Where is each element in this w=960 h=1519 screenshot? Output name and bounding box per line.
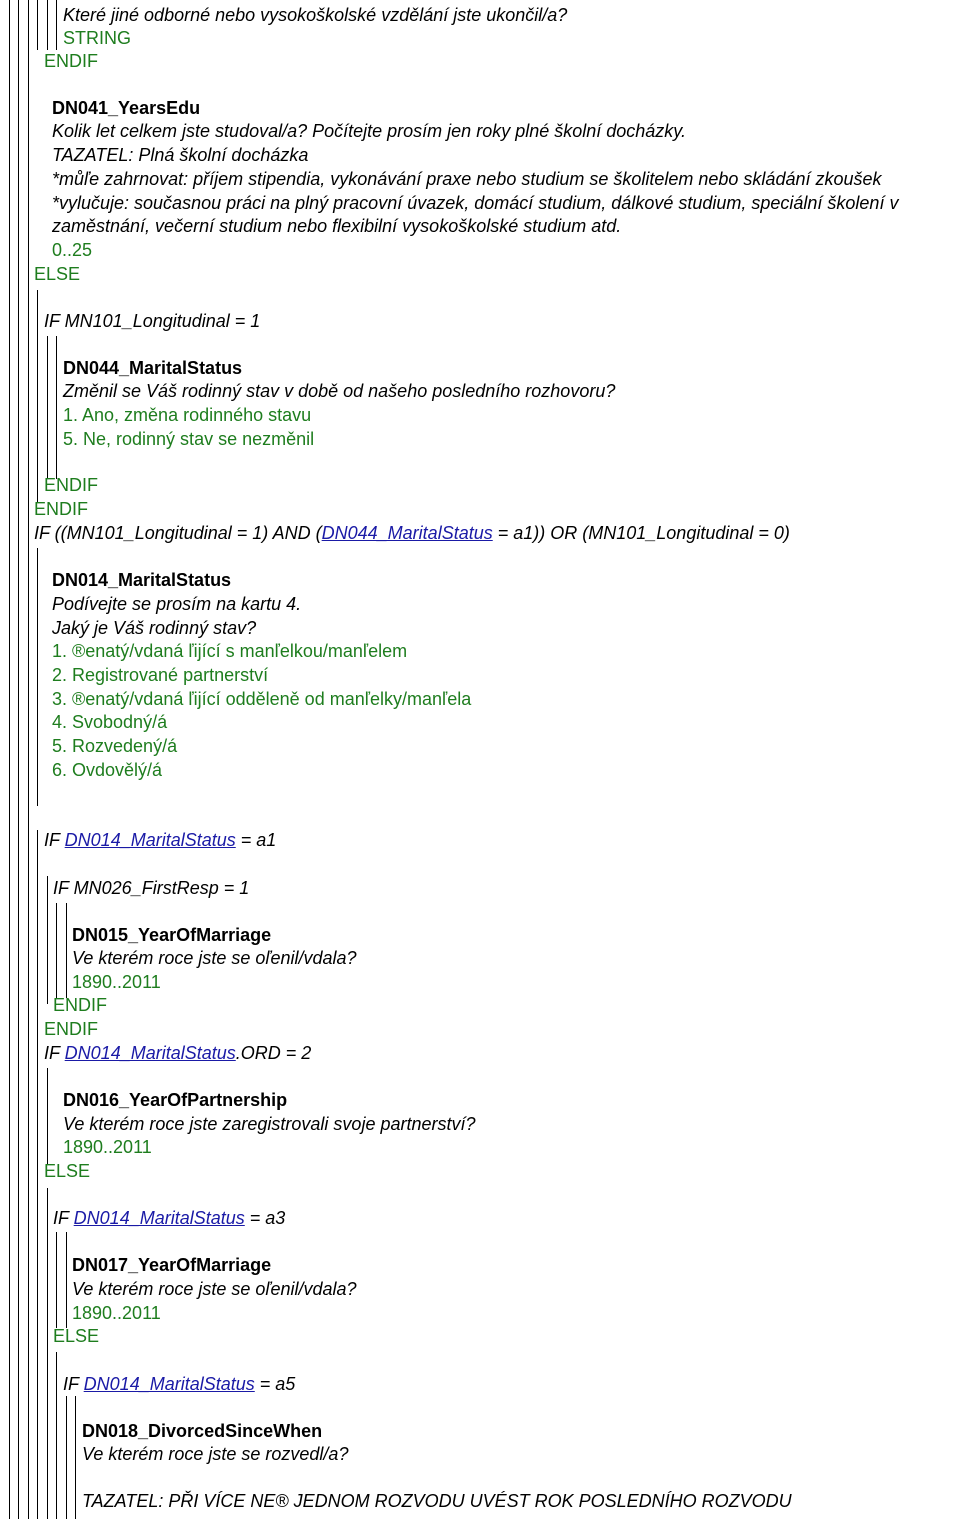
- variable-name: DN041_YearsEdu: [52, 98, 201, 118]
- interviewer-note: *můľe zahrnovat: příjem stipendia, vykonávání praxe nebo studium se školitelem nebo skládání zkoušek: [52, 169, 882, 189]
- condition-if: [44, 1042, 311, 1065]
- nesting-bar: [37, 548, 38, 806]
- nesting-bar: [56, 1232, 57, 1328]
- answer-option: 1. Ano, změna rodinného stavu: [63, 405, 312, 425]
- question-text: Ve kterém roce jste se oľenil/vdala?: [72, 1279, 357, 1299]
- endif-keyword: ENDIF: [44, 1019, 98, 1039]
- answer-range: 1890..2011: [63, 1137, 152, 1157]
- nesting-bar: [75, 1396, 76, 1519]
- nesting-bar: [66, 903, 67, 998]
- question-text: Podívejte se prosím na kartu 4.: [52, 594, 302, 614]
- nesting-bar: [47, 0, 48, 50]
- question-text: Jaký je Váš rodinný stav?: [52, 618, 257, 638]
- answer-option: 6. Ovdovělý/á: [52, 760, 163, 780]
- endif-keyword: ENDIF: [34, 499, 88, 519]
- variable-link[interactable]: DN014_MaritalStatus: [64, 830, 236, 850]
- else-keyword: ELSE: [53, 1326, 100, 1346]
- answer-type: STRING: [63, 28, 132, 48]
- nesting-bar: [66, 1396, 67, 1519]
- nesting-bar: [47, 1068, 48, 1164]
- answer-range: 0..25: [52, 240, 93, 260]
- nesting-bar: [66, 1232, 67, 1328]
- condition-text: = a1: [235, 830, 277, 850]
- else-keyword: ELSE: [44, 1161, 91, 1181]
- interviewer-note: TAZATEL: Plná školní docházka: [52, 145, 309, 165]
- question-text: Ve kterém roce jste se oľenil/vdala?: [72, 948, 357, 968]
- condition-if: [34, 522, 790, 545]
- condition-if: IF MN101_Longitudinal = 1: [44, 311, 261, 331]
- endif-keyword: ENDIF: [53, 995, 107, 1015]
- condition-if: [63, 1373, 295, 1396]
- question-text: Které jiné odborné nebo vysokoškolské vzdělání jste ukončil/a?: [63, 5, 568, 25]
- nesting-bar: [47, 336, 48, 479]
- interviewer-note: TAZATEL: PŘI VÍCE NE® JEDNOM ROZVODU UVÉST ROK POSLEDNÍHO ROZVODU: [82, 1491, 792, 1511]
- variable-link[interactable]: DN014_MaritalStatus: [83, 1374, 255, 1394]
- else-keyword: ELSE: [34, 264, 81, 284]
- condition-text: = a3: [244, 1208, 286, 1228]
- nesting-bar: [56, 0, 57, 50]
- variable-link[interactable]: DN014_MaritalStatus: [64, 1043, 236, 1063]
- condition-text: IF: [44, 1043, 65, 1063]
- nesting-bar: [37, 290, 38, 502]
- nesting-bar: [9, 0, 10, 1519]
- variable-name: DN014_MaritalStatus: [52, 570, 232, 590]
- condition-if: [53, 1207, 285, 1230]
- question-text: Ve kterém roce jste se rozvedl/a?: [82, 1444, 349, 1464]
- condition-text: = a5: [254, 1374, 296, 1394]
- interviewer-note: *vylučuje: současnou práci na plný pracovní úvazek, domácí studium, dálkové studium, speciální školení v: [52, 193, 899, 213]
- variable-name: DN015_YearOfMarriage: [72, 925, 272, 945]
- nesting-bar: [56, 903, 57, 998]
- answer-option: 1. ®enatý/vdaná ľijící s manľelkou/manľelem: [52, 641, 408, 661]
- variable-link[interactable]: DN044_MaritalStatus: [321, 523, 493, 543]
- answer-option: 3. ®enatý/vdaná ľijící odděleně od manľelky/manľela: [52, 689, 472, 709]
- answer-range: 1890..2011: [72, 1303, 161, 1323]
- nesting-bar: [18, 0, 19, 1519]
- nesting-bar: [56, 1352, 57, 1519]
- nesting-bar: [28, 0, 29, 1519]
- condition-if: [44, 829, 276, 852]
- variable-name: DN044_MaritalStatus: [63, 358, 243, 378]
- answer-option: 2. Registrované partnerství: [52, 665, 269, 685]
- answer-option: 4. Svobodný/á: [52, 712, 168, 732]
- nesting-bar: [47, 876, 48, 1004]
- question-text: Kolik let celkem jste studoval/a? Počítejte prosím jen roky plné školní docházky.: [52, 121, 686, 141]
- nesting-bar: [37, 0, 38, 50]
- nesting-bar: [56, 336, 57, 479]
- condition-text: .ORD = 2: [235, 1043, 312, 1063]
- endif-keyword: ENDIF: [44, 475, 98, 495]
- variable-link[interactable]: DN014_MaritalStatus: [73, 1208, 245, 1228]
- variable-name: DN017_YearOfMarriage: [72, 1255, 272, 1275]
- variable-name: DN016_YearOfPartnership: [63, 1090, 288, 1110]
- answer-range: 1890..2011: [72, 972, 161, 992]
- question-text: Změnil se Váš rodinný stav v době od našeho posledního rozhovoru?: [63, 381, 616, 401]
- condition-text: IF: [63, 1374, 84, 1394]
- condition-text: = a1)) OR (MN101_Longitudinal = 0): [492, 523, 790, 543]
- condition-if: IF MN026_FirstResp = 1: [53, 878, 250, 898]
- endif-keyword: ENDIF: [44, 51, 98, 71]
- question-text: Ve kterém roce jste zaregistrovali svoje partnerství?: [63, 1114, 476, 1134]
- nesting-bar: [47, 1188, 48, 1519]
- interviewer-note: zaměstnání, večerní studium nebo flexibilní vysokoškolské studium atd.: [52, 216, 622, 236]
- condition-text: IF: [53, 1208, 74, 1228]
- answer-option: 5. Rozvedený/á: [52, 736, 178, 756]
- nesting-bar: [37, 830, 38, 1519]
- answer-option: 5. Ne, rodinný stav se nezměnil: [63, 429, 315, 449]
- condition-text: IF ((MN101_Longitudinal = 1) AND (: [34, 523, 322, 543]
- condition-text: IF: [44, 830, 65, 850]
- variable-name: DN018_DivorcedSinceWhen: [82, 1421, 323, 1441]
